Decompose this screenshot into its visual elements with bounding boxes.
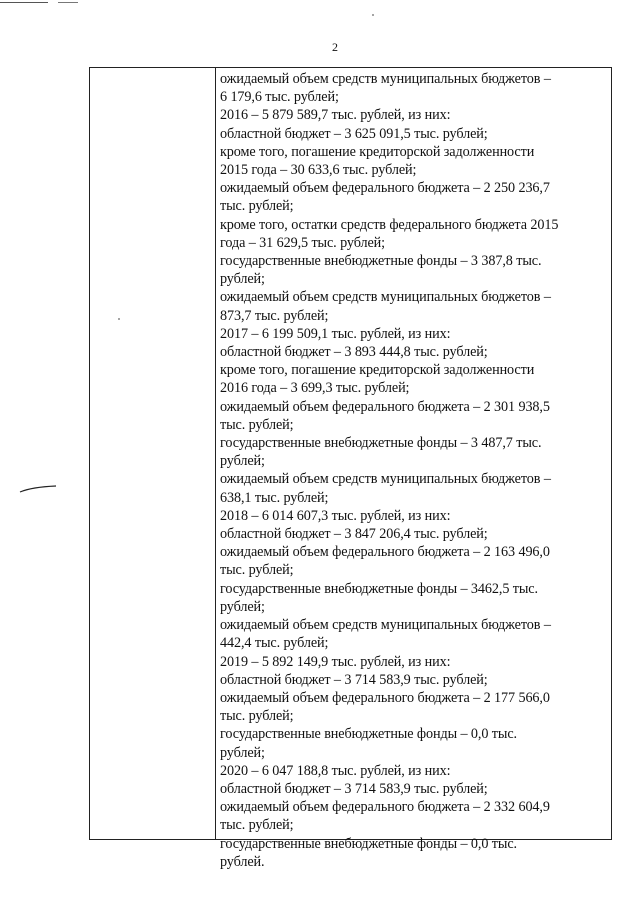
text-line: 442,4 тыс. рублей; xyxy=(220,635,329,652)
text-line: ожидаемый объем средств муниципальных бюджетов – xyxy=(220,289,551,306)
text-line: кроме того, погашение кредиторской задолженности xyxy=(220,362,535,379)
text-line: государственные внебюджетные фонды – 3462,5 тыс. xyxy=(220,580,538,597)
text-line: 2015 года – 30 633,6 тыс. рублей; xyxy=(220,162,417,179)
text-line: рублей; xyxy=(220,271,265,288)
table-cell-content xyxy=(220,70,608,871)
text-line: областной бюджет – 3 625 091,5 тыс. рублей; xyxy=(220,125,488,142)
text-line: ожидаемый объем федерального бюджета – 2 332 604,9 xyxy=(220,799,550,816)
text-line: государственные внебюджетные фонды – 3 487,7 тыс. xyxy=(220,435,542,452)
text-line: года – 31 629,5 тыс. рублей; xyxy=(220,234,385,251)
text-line: тыс. рублей; xyxy=(220,817,294,834)
document-table xyxy=(89,67,612,870)
text-line: областной бюджет – 3 847 206,4 тыс. рублей; xyxy=(220,526,488,543)
text-line: рублей; xyxy=(220,744,265,761)
text-line: ожидаемый объем федерального бюджета – 2 301 938,5 xyxy=(220,398,550,415)
text-line: рублей; xyxy=(220,598,265,615)
text-line: областной бюджет – 3 714 583,9 тыс. рублей; xyxy=(220,780,488,797)
page-number: 2 xyxy=(332,40,338,54)
text-line: 2020 – 6 047 188,8 тыс. рублей, из них: xyxy=(220,762,451,779)
text-line: 2017 – 6 199 509,1 тыс. рублей, из них: xyxy=(220,325,451,342)
scan-edge-mark xyxy=(0,2,48,3)
text-line: рублей. xyxy=(220,853,265,870)
scan-edge-mark xyxy=(58,2,78,3)
text-line: тыс. рублей; xyxy=(220,562,294,579)
text-line: кроме того, погашение кредиторской задолженности xyxy=(220,143,535,160)
text-line: 873,7 тыс. рублей; xyxy=(220,307,329,324)
text-line: ожидаемый объем федерального бюджета – 2 177 566,0 xyxy=(220,689,550,706)
text-line: тыс. рублей; xyxy=(220,708,294,725)
text-line: кроме того, остатки средств федерального бюджета 2015 xyxy=(220,216,559,233)
text-line: 638,1 тыс. рублей; xyxy=(220,489,329,506)
text-line: 6 179,6 тыс. рублей; xyxy=(220,89,339,106)
pen-mark xyxy=(18,478,58,498)
text-line: ожидаемый объем средств муниципальных бюджетов – xyxy=(220,71,551,87)
text-line: 2016 года – 3 699,3 тыс. рублей; xyxy=(220,380,410,397)
text-line: 2019 – 5 892 149,9 тыс. рублей, из них: xyxy=(220,653,451,670)
text-line: 2018 – 6 014 607,3 тыс. рублей, из них: xyxy=(220,507,451,524)
text-line: ожидаемый объем средств муниципальных бюджетов – xyxy=(220,471,551,488)
text-line: государственные внебюджетные фонды – 0,0 тыс. xyxy=(220,726,517,743)
text-line: ожидаемый объем федерального бюджета – 2 250 236,7 xyxy=(220,180,550,197)
text-line: областной бюджет – 3 893 444,8 тыс. рублей; xyxy=(220,344,488,361)
text-line: государственные внебюджетные фонды – 0,0 тыс. xyxy=(220,835,517,852)
text-line: ожидаемый объем средств муниципальных бюджетов – xyxy=(220,617,551,634)
table-column-divider xyxy=(215,68,216,839)
text-line: ожидаемый объем федерального бюджета – 2 163 496,0 xyxy=(220,544,550,561)
text-line: тыс. рублей; xyxy=(220,198,294,215)
text-line: областной бюджет – 3 714 583,9 тыс. рублей; xyxy=(220,671,488,688)
text-line: тыс. рублей; xyxy=(220,416,294,433)
text-line: рублей; xyxy=(220,453,265,470)
text-line: 2016 – 5 879 589,7 тыс. рублей, из них: xyxy=(220,107,451,124)
text-line: государственные внебюджетные фонды – 3 387,8 тыс. xyxy=(220,253,542,270)
scan-speck xyxy=(372,14,374,16)
